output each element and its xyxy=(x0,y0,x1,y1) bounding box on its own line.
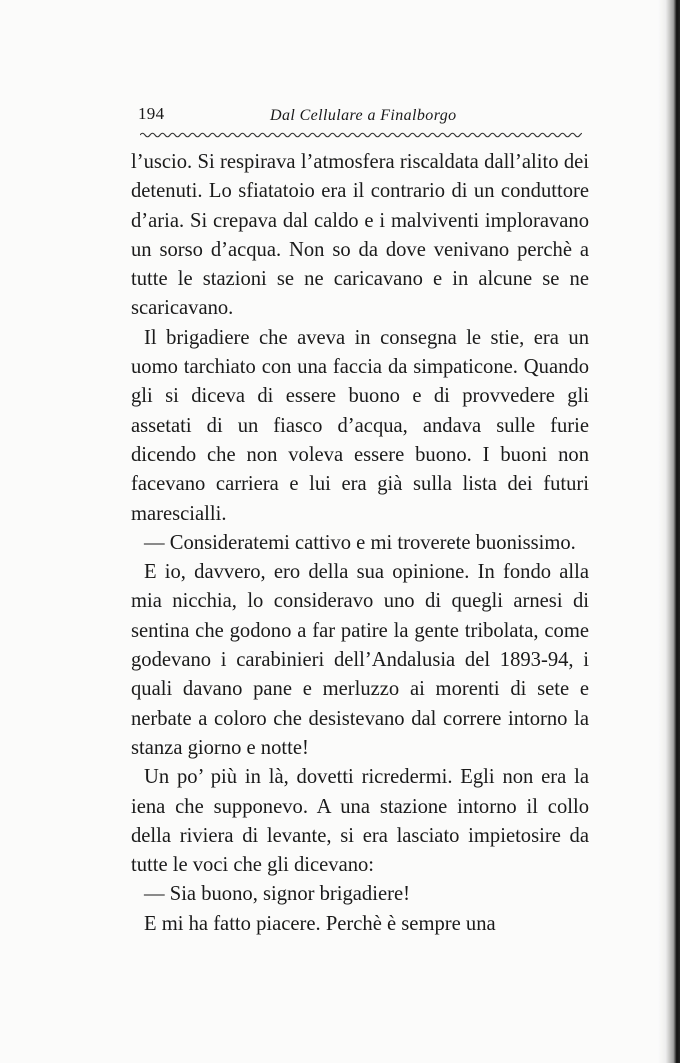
body-text xyxy=(131,148,589,939)
running-title: Dal Cellulare a Finalborgo xyxy=(270,107,457,124)
page-number: 194 xyxy=(138,104,165,123)
paragraph-2: Il brigadiere che aveva in consegna le stie, era un uomo tarchiato con una faccia da simpaticone. Quando gli si diceva di essere buono e di provvedere gli assetati di un fiasco d’acqua, andava sulle furie dicendo che non voleva essere buono. I buoni non facevano carriera e lui era già sulla lista dei futuri marescialli. xyxy=(131,326,589,525)
wavy-rule-ornament xyxy=(140,130,582,140)
paragraph-3: — Consideratemi cattivo e mi troverete buonissimo. xyxy=(144,531,576,554)
page-header xyxy=(138,104,583,130)
paragraph-1: l’uscio. Si respirava l’atmosfera riscaldata dall’alito dei detenuti. Lo sfiatatoio era il contrario di un conduttore d’aria. Si crepava dal caldo e i malviventi imploravano un sorso d’acqua. Non so da dove venivano perchè a tutte le stazioni se ne caricavano e in alcune se ne scaricavano. xyxy=(131,151,589,320)
paragraph-5: Un po’ più in là, dovetti ricredermi. Egli non era la iena che supponevo. A una stazione intorno il collo della riviera di levante, si era lasciato impietosire da tutte le voci che gli dicevano: xyxy=(131,766,589,877)
paragraph-6: — Sia buono, signor brigadiere! xyxy=(144,883,410,906)
paragraph-4: E io, davvero, ero della sua opinione. In fondo alla mia nicchia, lo consideravo uno di quegli arnesi di sentina che godono a far patire la gente tribolata, come godevano i carabinieri dell’Andalusia del 1893-94, i quali davano pane e merluzzo ai morenti di sete e nerbate a coloro che desistevano dal correre intorno la stanza giorno e notte! xyxy=(131,561,589,759)
book-binding-edge xyxy=(658,0,680,1063)
paragraph-7: E mi ha fatto piacere. Perchè è sempre una xyxy=(144,912,496,935)
